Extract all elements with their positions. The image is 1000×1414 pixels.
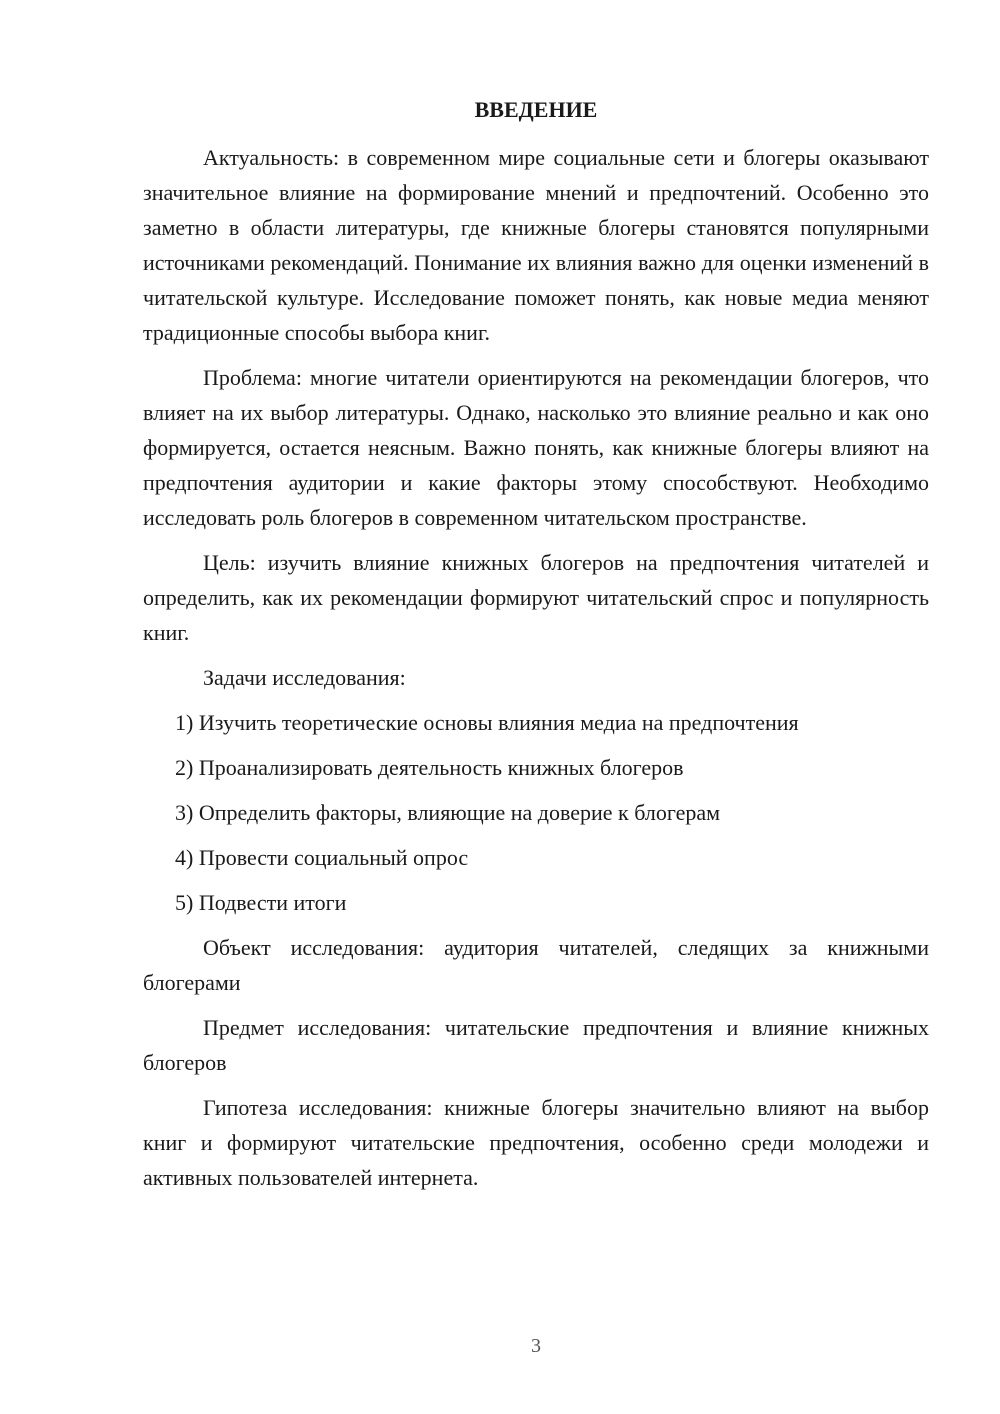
paragraph-goal: Цель: изучить влияние книжных блогеров на предпочтения читателей и определить, как их рекомендации формируют читательский спрос и популярность книг. <box>143 550 929 645</box>
task-item: 3) Определить факторы, влияющие на доверие к блогерам <box>175 800 721 825</box>
page-content <box>143 95 929 1205</box>
task-item: 1) Изучить теоретические основы влияния медиа на предпочтения <box>175 710 799 735</box>
paragraph-object: Объект исследования: аудитория читателей, следящих за книжными блогерами <box>143 935 929 995</box>
paragraph-relevance: Актуальность: в современном мире социальные сети и блогеры оказывают значительное влияние на формирование мнений и предпочтений. Особенно это заметно в области литературы, где книжные блогеры становятся популярными источниками рекомендаций. Понимание их влияния важно для оценки изменений в читательской культуре. Исследование поможет понять, как новые медиа меняют традиционные способы выбора книг. <box>143 145 929 345</box>
task-item: 2) Проанализировать деятельность книжных блогеров <box>175 755 684 780</box>
page-number: 3 <box>531 1335 541 1357</box>
tasks-heading: Задачи исследования: <box>203 665 406 690</box>
paragraph-subject: Предмет исследования: читательские предпочтения и влияние книжных блогеров <box>143 1015 929 1075</box>
task-item: 4) Провести социальный опрос <box>175 845 469 870</box>
page-title: ВВЕДЕНИЕ <box>474 97 598 122</box>
task-item: 5) Подвести итоги <box>175 890 347 915</box>
task-list <box>143 705 929 920</box>
paragraph-hypothesis: Гипотеза исследования: книжные блогеры значительно влияют на выбор книг и формируют читательские предпочтения, особенно среди молодежи и активных пользователей интернета. <box>143 1095 929 1190</box>
paragraph-problem: Проблема: многие читатели ориентируются на рекомендации блогеров, что влияет на их выбор литературы. Однако, насколько это влияние реально и как оно формируется, остается неясным. Важно понять, как книжные блогеры влияют на предпочтения аудитории и какие факторы этому способствуют. Необходимо исследовать роль блогеров в современном читательском пространстве. <box>143 365 929 530</box>
